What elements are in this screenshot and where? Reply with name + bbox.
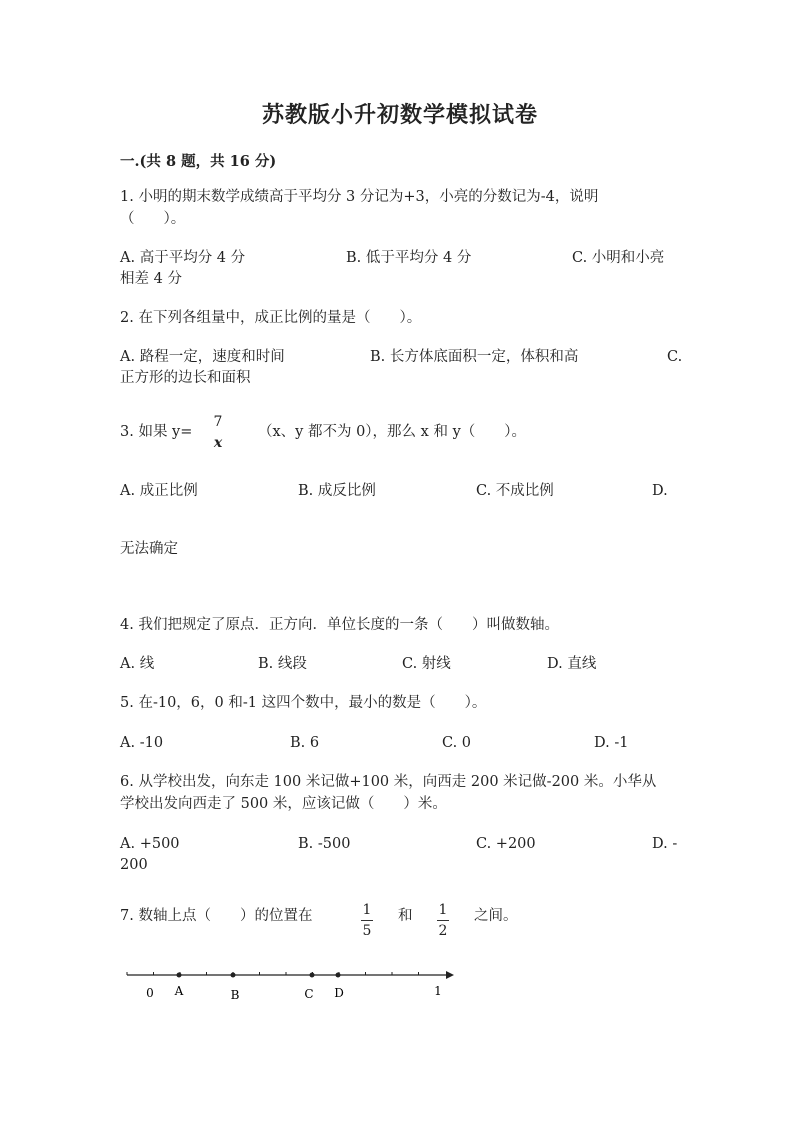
point-a-dot	[177, 973, 182, 978]
q7-fraction1-denominator: 5	[362, 923, 372, 939]
q7-fraction2-denominator: 2	[438, 923, 448, 939]
fraction-bar	[212, 432, 224, 433]
q2-option-c-cont: 正方形的边长和面积	[120, 370, 251, 386]
q5-option-c: C. 0	[442, 735, 472, 751]
q7-stem-mid: 和	[398, 908, 413, 924]
q1-stem-line1: 1. 小明的期末数学成绩高于平均分 3 分记为+3，小亮的分数记为-4，说明	[120, 189, 599, 205]
q1-stem-line2: （ ）。	[120, 211, 186, 227]
point-c-dot	[310, 973, 315, 978]
q1-option-c-cont: 相差 4 分	[120, 271, 182, 287]
point-b-dot	[231, 973, 236, 978]
axis-label-zero: 0	[146, 986, 154, 1000]
q1-option-c: C. 小明和小亮	[572, 250, 665, 266]
q3-fraction	[212, 414, 224, 451]
axis-arrow-icon	[446, 971, 454, 979]
q2-option-b: B. 长方体底面积一定，体积和高	[370, 349, 579, 365]
q2-option-c: C.	[667, 349, 683, 365]
q6-stem-line1: 6. 从学校出发，向东走 100 米记做+100 米，向西走 200 米记做-200 米。小华从	[120, 774, 657, 790]
axis-label-b: B	[230, 988, 240, 1002]
q7-fraction-one-fifth	[361, 902, 373, 939]
q3-option-a: A. 成正比例	[120, 483, 198, 499]
q3-option-b: B. 成反比例	[298, 483, 376, 499]
q3-stem-suffix: （x、y 都不为 0），那么 x 和 y（ ）。	[258, 424, 527, 440]
q6-option-b: B. -500	[298, 836, 351, 852]
q4-option-a: A. 线	[120, 656, 155, 672]
q2-option-a: A. 路程一定，速度和时间	[120, 349, 285, 365]
q3-option-d: D.	[652, 483, 668, 499]
q3-fraction-denominator: x	[213, 435, 223, 451]
q6-stem-line2: 学校出发向西走了 500 米，应该记做（ ）米。	[120, 796, 447, 812]
q1-option-a: A. 高于平均分 4 分	[120, 250, 246, 266]
fraction-bar	[437, 920, 449, 921]
q7-stem-prefix: 7. 数轴上点（ ）的位置在	[120, 908, 313, 924]
q3-stem-prefix: 3. 如果 y=	[120, 424, 193, 440]
axis-label-a: A	[174, 984, 184, 998]
axis-label-one: 1	[434, 984, 442, 998]
q6-option-a: A. +500	[120, 836, 180, 852]
q5-stem: 5. 在-10，6，0 和-1 这四个数中，最小的数是（ ）。	[120, 695, 487, 711]
q2-stem: 2. 在下列各组量中，成正比例的量是（ ）。	[120, 310, 422, 326]
axis-label-d: D	[334, 986, 344, 1000]
page-title: 苏教版小升初数学模拟试卷	[261, 102, 538, 128]
q5-option-a: A. -10	[120, 735, 164, 751]
q6-option-c: C. +200	[476, 836, 536, 852]
q4-option-d: D. 直线	[547, 656, 597, 672]
q4-option-b: B. 线段	[258, 656, 307, 672]
q3-option-c: C. 不成比例	[476, 483, 554, 499]
q4-stem: 4. 我们把规定了原点．正方向．单位长度的一条（ ）叫做数轴。	[120, 617, 559, 633]
q6-option-d-cont: 200	[120, 857, 148, 873]
number-line-figure	[120, 962, 460, 1008]
q7-fraction-one-half	[437, 902, 449, 939]
q4-option-c: C. 射线	[402, 656, 451, 672]
q5-option-d: D. -1	[594, 735, 629, 751]
point-d-dot	[336, 973, 341, 978]
q6-option-d: D. -	[652, 836, 678, 852]
section-heading: 一.(共 8 题，共 16 分)	[120, 153, 277, 170]
q3-option-d-cont: 无法确定	[120, 541, 178, 557]
q7-fraction2-numerator: 1	[438, 902, 448, 918]
q7-stem-suffix: 之间。	[474, 908, 518, 924]
q3-fraction-numerator: 7	[213, 414, 223, 430]
q1-option-b: B. 低于平均分 4 分	[346, 250, 472, 266]
axis-label-c: C	[304, 987, 314, 1001]
fraction-bar	[361, 920, 373, 921]
q5-option-b: B. 6	[290, 735, 320, 751]
q7-fraction1-numerator: 1	[362, 902, 372, 918]
